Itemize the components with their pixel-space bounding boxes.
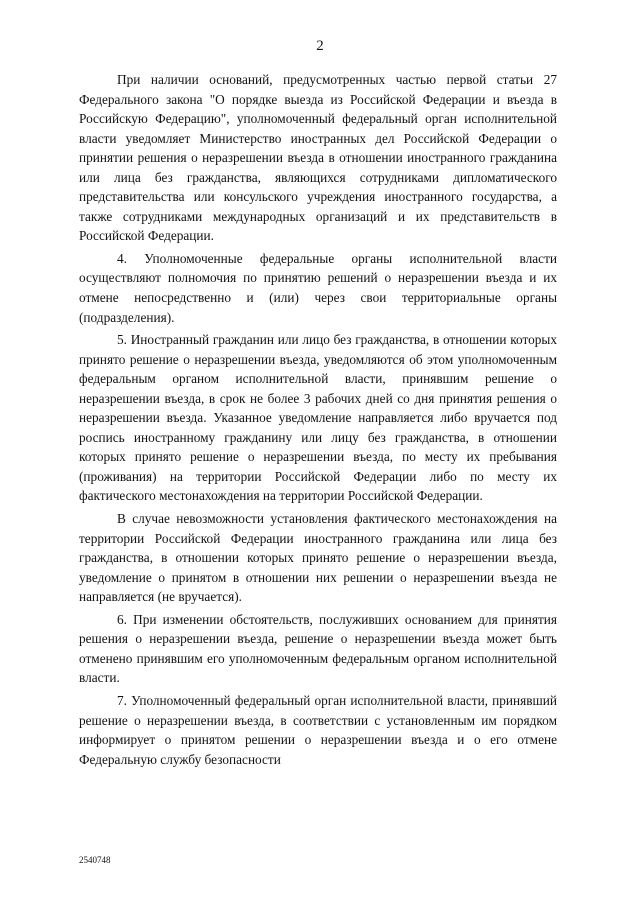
paragraph-item-5: 5. Иностранный гражданин или лицо без гражданства, в отношении которых принято решение о неразрешении въезда, уведомляются об этом уполномоченным федеральным органом исполнительной власти, принявшим решение о неразрешении въезда, в срок не более 3 рабочих дней со дня принятия решения о неразрешении въезда. Указанное уведомление направляется либо вручается под роспись иностранному гражданину или лицу без гражданства, в отношении которых принято решение о неразрешении въезда, по месту их пребывания (проживания) на территории Российской Федерации либо по месту их фактического местонахождения на территории Российской Федерации.	[79, 332, 557, 504]
paragraph-notification-foreign-ministry: При наличии оснований, предусмотренных частью первой статьи 27 Федерального закона "О порядке выезда из Российской Федерации и въезда в Российскую Федерацию", уполномоченный федеральный орган исполнительной власти уведомляет Министерство иностранных дел Российской Федерации о принятии решения о неразрешении въезда в отношении иностранного гражданина или лица без гражданства, являющихся сотрудниками дипломатического представительства или консульского учреждения иностранного государства, а также сотрудниками международных организаций и их представительств в Российской Федерации.	[79, 72, 557, 244]
paragraph-item-4: 4. Уполномоченные федеральные органы исполнительной власти осуществляют полномочия по принятию решений о неразрешении въезда и их отмене непосредственно и (или) через свои территориальные органы (подразделения).	[79, 250, 557, 325]
paragraph-item-6: 6. При изменении обстоятельств, послуживших основанием для принятия решения о неразрешении въезда, решение о неразрешении въезда может быть отменено принявшим его уполномоченным федеральным органом исполнительной власти.	[79, 611, 557, 686]
page-number: 2	[316, 38, 324, 54]
document-code: 2540748	[79, 855, 111, 865]
paragraph-item-7: 7. Уполномоченный федеральный орган исполнительной власти, принявший решение о неразрешении въезда, в соответствии с установленным им порядком информирует о принятом решении о неразрешении въезда и о его отмене Федеральную службу безопасности	[79, 692, 557, 767]
paragraph-location-unknown: В случае невозможности установления фактического местонахождения на территории Российской Федерации иностранного гражданина или лица без гражданства, в отношении которых принято решение о неразрешении въезда, уведомление о принятом в отношении них решении о неразрешении въезда не направляется (не вручается).	[79, 511, 557, 605]
document-body	[79, 70, 557, 772]
